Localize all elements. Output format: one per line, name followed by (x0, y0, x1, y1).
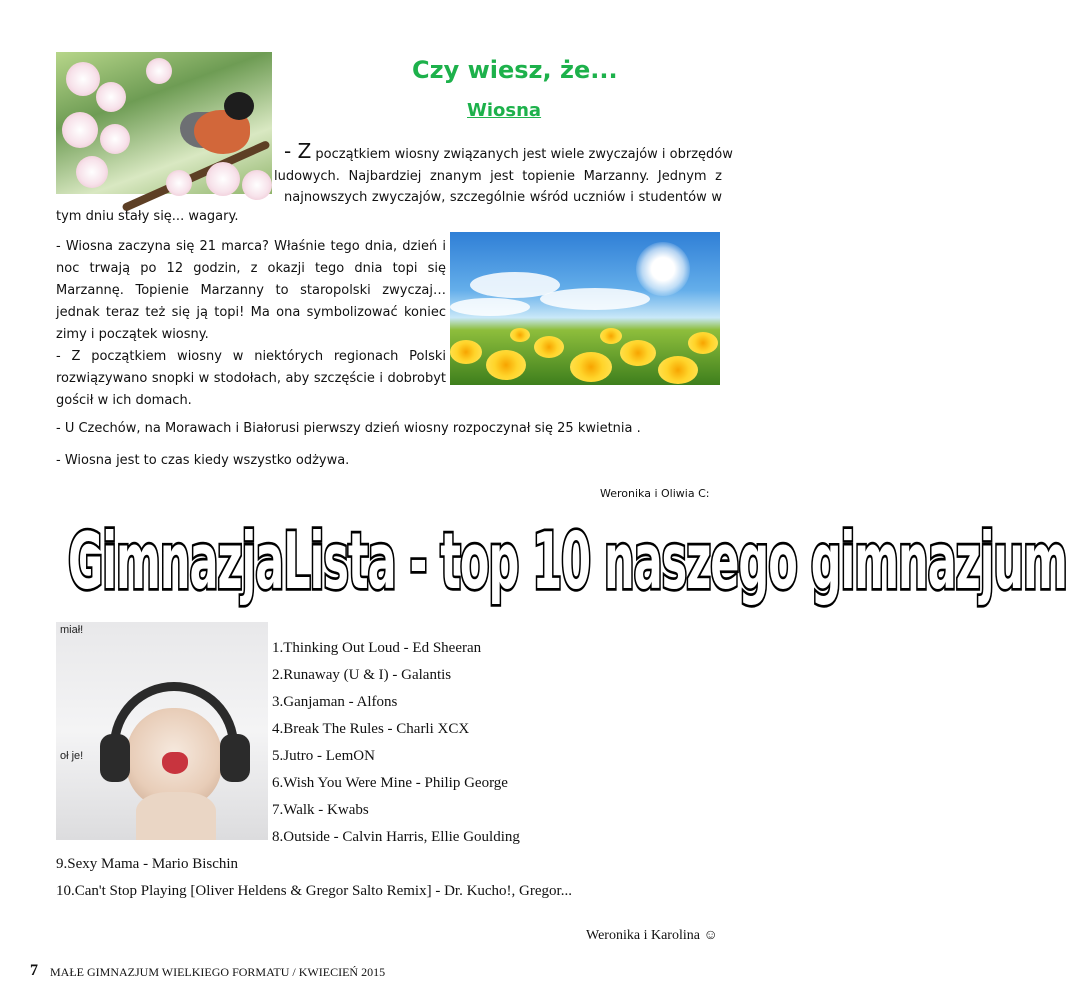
paragraph-1-line-3: najnowszych zwyczajów, szczególnie wśród uczniów i studentów w (284, 190, 722, 205)
paragraph-1-line-2: ludowych. Najbardziej znanym jest topienie Marzanny. Jednym z (274, 169, 722, 184)
track-list-item: 9.Sexy Mama - Mario Bischin (56, 856, 239, 872)
paragraph-1-line-1 (284, 139, 733, 166)
spring-meadow-image (450, 232, 720, 385)
heading-did-you-know: Czy wiesz, że... (412, 56, 618, 84)
track-list-item: 1.Thinking Out Loud - Ed Sheeran (272, 640, 482, 656)
kitten-headphones-image (56, 622, 268, 840)
track-list-item: 4.Break The Rules - Charli XCX (272, 721, 470, 737)
footer-publication-title: MAŁE GIMNAZJUM WIELKIEGO FORMATU / KWIECIEŃ 2015 (50, 965, 386, 979)
gimnazjalista-banner-heading: GimnazjaLista - top 10 naszego gimnazjum (68, 518, 1067, 608)
heading-spring: Wiosna (467, 100, 542, 121)
signature-weronika-karolina: Weronika i Karolina ☺ (586, 928, 718, 943)
page-number: 7 (30, 962, 38, 979)
paragraph-3: - Z początkiem wiosny w niektórych regionach Polski rozwiązywano snopki w stodołach, aby szczęście i dobrobyt gościł w ich domach. (56, 349, 446, 408)
paragraph-4: - U Czechów, na Morawach i Białorusi pierwszy dzień wiosny rozpoczynał się 25 kwietnia . (56, 421, 641, 436)
track-list-item: 2.Runaway (U & I) - Galantis (272, 667, 452, 683)
kitten-caption-top: miał! (60, 624, 84, 636)
paragraph-1-line-4: tym dniu stały się... wagary. (56, 209, 239, 224)
track-list-item: 3.Ganjaman - Alfons (272, 694, 398, 710)
track-list-item: 5.Jutro - LemON (272, 748, 375, 764)
track-list-item: 8.Outside - Calvin Harris, Ellie Goulding (272, 829, 520, 845)
kitten-caption-side: oł je! (60, 750, 84, 762)
paragraph-5: - Wiosna jest to czas kiedy wszystko odżywa. (56, 453, 350, 468)
paragraph-1-text-1: początkiem wiosny związanych jest wiele zwyczajów i obrzędów (315, 147, 733, 162)
signature-weronika-oliwia: Weronika i Oliwia C: (600, 487, 710, 500)
track-list-item: 7.Walk - Kwabs (272, 802, 369, 818)
bullfinch-blossom-image (56, 52, 272, 194)
paragraph-2: - Wiosna zaczyna się 21 marca? Właśnie tego dnia, dzień i noc trwają po 12 godzin, z okazji tego dnia topi się Marzannę. Topienie Marzanny to staropolski zwyczaj… jednak teraz też się ją topi! Ma ona symbolizować koniec zimy i początek wiosny. (56, 239, 446, 342)
paragraph-1-dash: - Z (284, 139, 312, 163)
track-list-item: 10.Can't Stop Playing [Oliver Heldens & Gregor Salto Remix] - Dr. Kucho!, Gregor... (56, 883, 572, 899)
track-list-item: 6.Wish You Were Mine - Philip George (272, 775, 508, 791)
